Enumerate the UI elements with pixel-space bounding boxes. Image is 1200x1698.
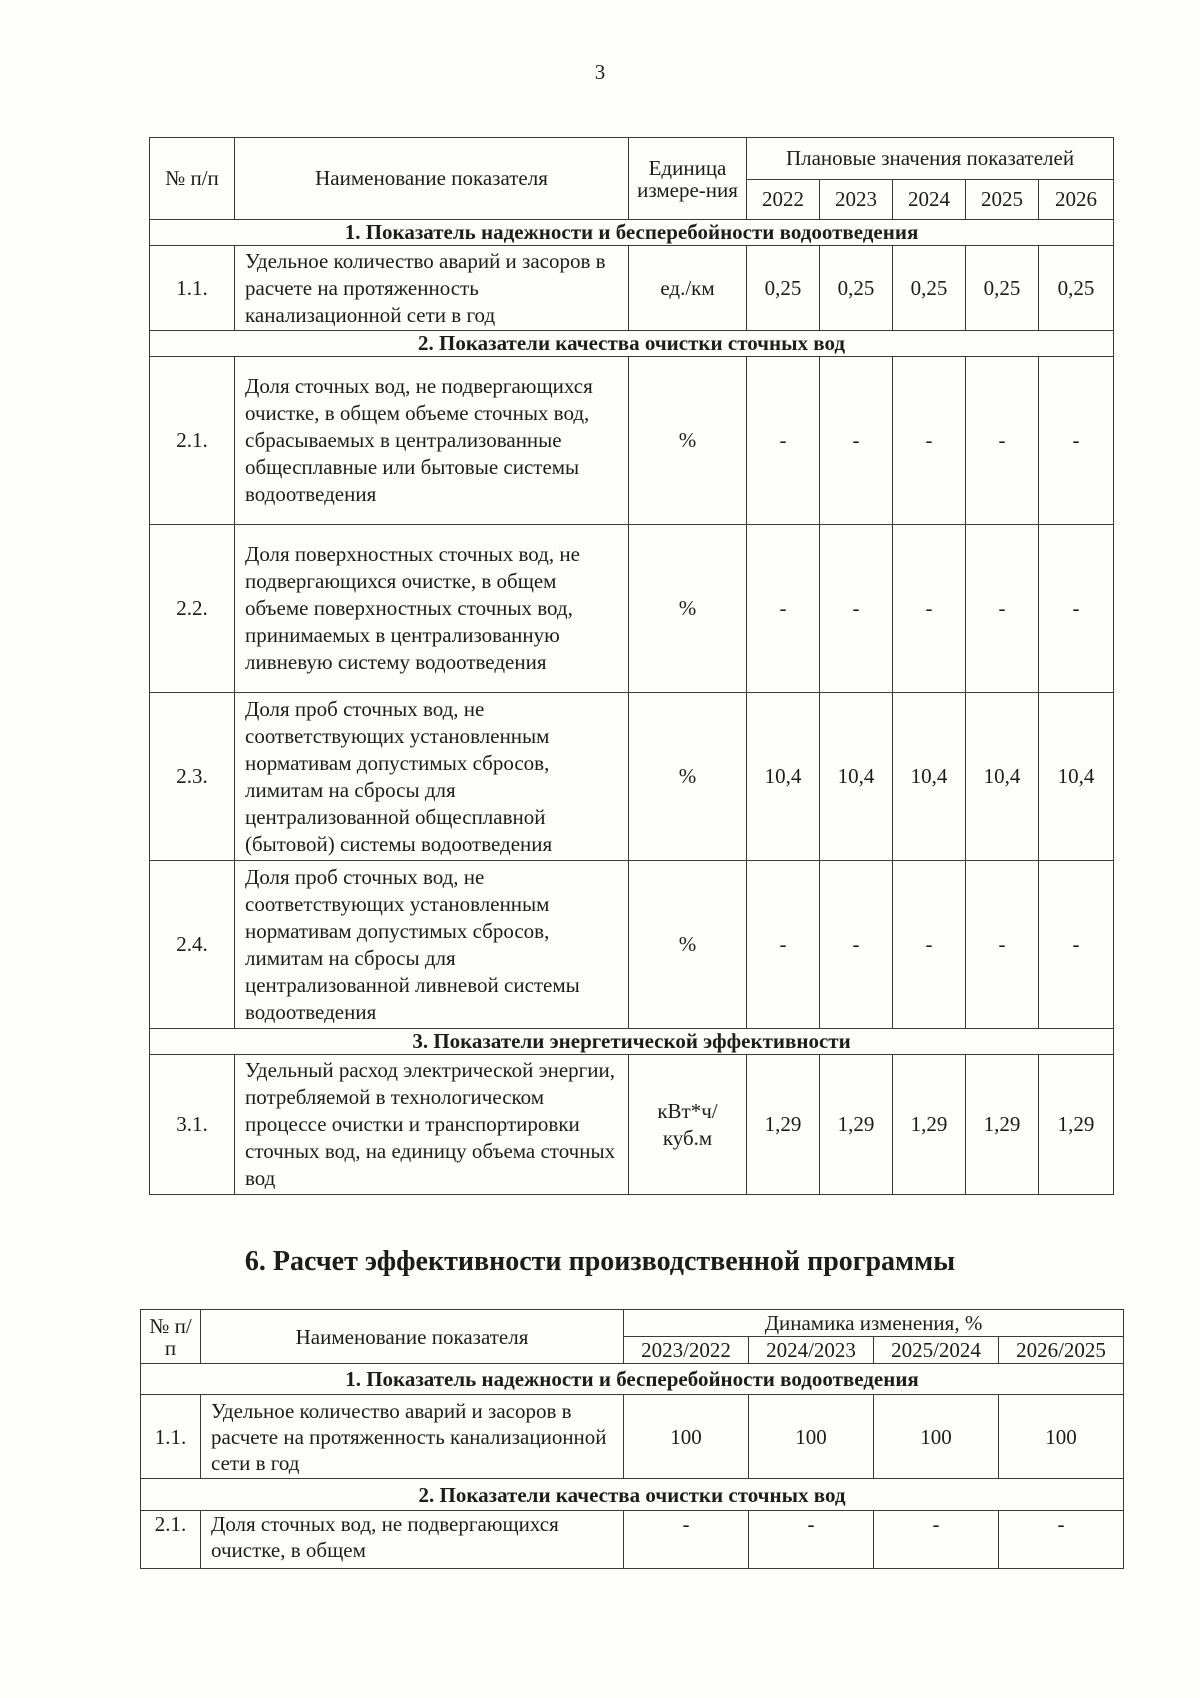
section-title: 2. Показатели качества очистки сточных вод <box>141 1479 1124 1511</box>
row-value: 100 <box>624 1395 749 1479</box>
row-value: - <box>1039 861 1114 1029</box>
row-value: 0,25 <box>1039 246 1114 331</box>
header-name: Наименование показателя <box>235 138 629 220</box>
row-value: 10,4 <box>966 693 1039 861</box>
row-value: 100 <box>749 1395 874 1479</box>
row-value: 1,29 <box>966 1055 1039 1195</box>
header-num: № п/п <box>150 138 235 220</box>
row-value: - <box>893 357 966 525</box>
row-num: 1.1. <box>141 1395 201 1479</box>
row-num: 2.1. <box>150 357 235 525</box>
row-value: 100 <box>874 1395 999 1479</box>
table-row <box>141 1511 1124 1569</box>
row-value: - <box>966 861 1039 1029</box>
row-name: Доля проб сточных вод, не соответствующих установленным нормативам допустимых сбросов, лимитам на сбросы для централизованной ливневой системы водоотведения <box>235 861 629 1029</box>
header-period: 2025/2024 <box>874 1337 999 1364</box>
row-value: - <box>1039 357 1114 525</box>
table-row <box>141 1395 1124 1479</box>
row-unit: % <box>629 693 747 861</box>
header-year: 2023 <box>820 180 893 220</box>
row-name: Доля проб сточных вод, не соответствующих установленным нормативам допустимых сбросов, лимитам на сбросы для централизованной общесплавной (бытовой) системы водоотведения <box>235 693 629 861</box>
table-row <box>150 246 1114 331</box>
header-unit: Единица измере-ния <box>629 138 747 220</box>
row-value: - <box>747 525 820 693</box>
section-title: 3. Показатели энергетической эффективности <box>150 1029 1114 1055</box>
header-period: 2024/2023 <box>749 1337 874 1364</box>
page-number: 3 <box>594 60 606 84</box>
row-num: 2.4. <box>150 861 235 1029</box>
table-row <box>150 525 1114 693</box>
row-unit: % <box>629 525 747 693</box>
header-year: 2024 <box>893 180 966 220</box>
row-value: - <box>893 861 966 1029</box>
row-value: - <box>893 525 966 693</box>
row-value: - <box>749 1511 874 1569</box>
header-year: 2025 <box>966 180 1039 220</box>
row-value: - <box>624 1511 749 1569</box>
row-num: 2.3. <box>150 693 235 861</box>
row-value: 10,4 <box>1039 693 1114 861</box>
table-row <box>150 1055 1114 1195</box>
row-unit: % <box>629 357 747 525</box>
section-title: 1. Показатель надежности и бесперебойности водоотведения <box>141 1364 1124 1395</box>
header-dynamics: Динамика изменения, % <box>624 1310 1124 1337</box>
row-value: - <box>999 1511 1124 1569</box>
table-row <box>150 693 1114 861</box>
section-title: 2. Показатели качества очистки сточных вод <box>150 331 1114 357</box>
row-value: 10,4 <box>820 693 893 861</box>
table-row <box>150 861 1114 1029</box>
row-value: 0,25 <box>820 246 893 331</box>
row-value: 1,29 <box>747 1055 820 1195</box>
row-value: 1,29 <box>1039 1055 1114 1195</box>
header-year: 2022 <box>747 180 820 220</box>
row-value: 10,4 <box>747 693 820 861</box>
row-value: - <box>747 357 820 525</box>
section-title: 1. Показатель надежности и бесперебойности водоотведения <box>150 220 1114 246</box>
row-value: - <box>820 525 893 693</box>
row-value: - <box>747 861 820 1029</box>
header-num: № п/п <box>141 1310 201 1364</box>
row-value: - <box>966 357 1039 525</box>
row-unit: кВт*ч/ куб.м <box>629 1055 747 1195</box>
row-name: Доля поверхностных сточных вод, не подвергающихся очистке, в общем объеме поверхностных сточных вод, принимаемых в централизованную ливневую систему водоотведения <box>235 525 629 693</box>
planned-indicators-table <box>149 137 1114 1195</box>
row-value: 1,29 <box>820 1055 893 1195</box>
row-value: - <box>966 525 1039 693</box>
header-period: 2023/2022 <box>624 1337 749 1364</box>
row-name: Доля сточных вод, не подвергающихся очистке, в общем <box>201 1511 624 1569</box>
program-efficiency-table <box>140 1309 1124 1569</box>
row-value: 100 <box>999 1395 1124 1479</box>
row-value: 1,29 <box>893 1055 966 1195</box>
header-year: 2026 <box>1039 180 1114 220</box>
header-period: 2026/2025 <box>999 1337 1124 1364</box>
header-name: Наименование показателя <box>201 1310 624 1364</box>
row-num: 2.2. <box>150 525 235 693</box>
row-value: 0,25 <box>893 246 966 331</box>
row-value: 0,25 <box>966 246 1039 331</box>
row-value: - <box>874 1511 999 1569</box>
row-name: Удельное количество аварий и засоров в расчете на протяженность канализационной сети в год <box>201 1395 624 1479</box>
row-num: 3.1. <box>150 1055 235 1195</box>
row-value: - <box>1039 525 1114 693</box>
row-value: - <box>820 861 893 1029</box>
header-planned-values: Плановые значения показателей <box>747 138 1114 180</box>
section-6-title: 6. Расчет эффективности производственной программы <box>244 1246 956 1277</box>
row-name: Удельное количество аварий и засоров в расчете на протяженность канализационной сети в год <box>235 246 629 331</box>
row-num: 2.1. <box>141 1511 201 1569</box>
row-unit: % <box>629 861 747 1029</box>
table-row <box>150 357 1114 525</box>
row-name: Доля сточных вод, не подвергающихся очистке, в общем объеме сточных вод, сбрасываемых в централизованные общесплавные или бытовые системы водоотведения <box>235 357 629 525</box>
row-value: 0,25 <box>747 246 820 331</box>
row-name: Удельный расход электрической энергии, потребляемой в технологическом процессе очистки и транспортировки сточных вод, на единицу объема сточных вод <box>235 1055 629 1195</box>
row-unit: ед./км <box>629 246 747 331</box>
row-num: 1.1. <box>150 246 235 331</box>
row-value: 10,4 <box>893 693 966 861</box>
row-value: - <box>820 357 893 525</box>
